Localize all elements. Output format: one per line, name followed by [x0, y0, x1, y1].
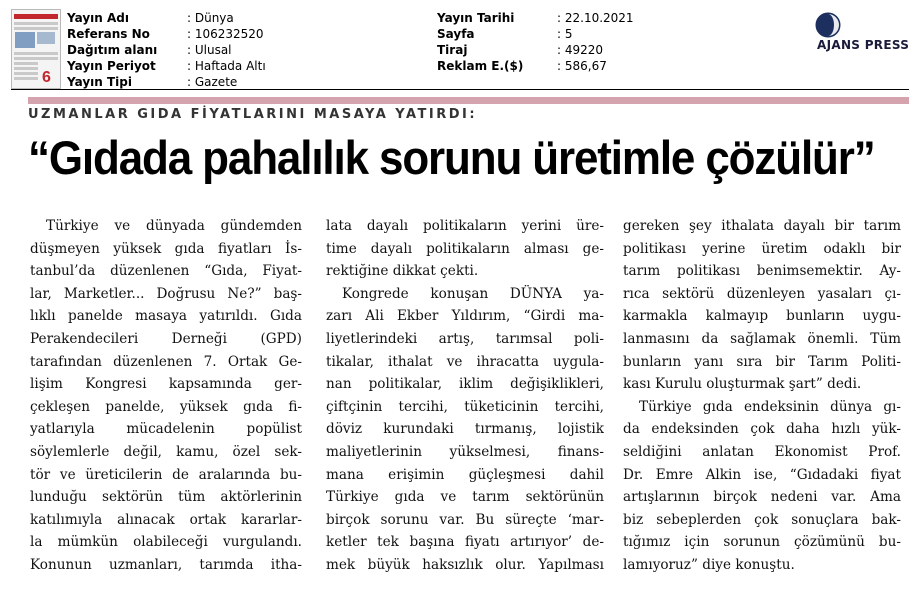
meta-value: : 5 [557, 27, 573, 41]
meta-value: : 49220 [557, 43, 604, 57]
meta-label: Yayın Tarihi [437, 11, 515, 25]
meta-label: Yayın Adı [67, 11, 129, 25]
text-line: katılımıyla alınacak ortak kararlar- [30, 511, 302, 528]
meta-label: Yayın Tipi [67, 75, 132, 89]
text-line: lıklı panelde masaya yatırıldı. Gıda [30, 308, 302, 325]
text-line: yatlarıyla mücadelenin popülist [30, 421, 302, 438]
text-line: tikalar, ithalat ve ihracatta uygula- [326, 353, 604, 370]
text-line: karmakla kalmayıp bunların uygu- [623, 308, 901, 325]
meta-label: Dağıtım alanı [67, 43, 158, 57]
text-line: söylemlerle değil, kamu, özel sek- [30, 443, 302, 460]
meta-row-ad-value [437, 58, 634, 74]
thumbnail-photo [37, 32, 55, 44]
meta-value: : Ulusal [187, 43, 232, 57]
meta-row-period [67, 58, 266, 74]
article-column-1 [30, 215, 302, 577]
thumbnail-page-number: 6 [42, 69, 51, 86]
text-line: mana erişimin güçleşmesi dahil [326, 466, 604, 483]
globe-icon [815, 12, 841, 38]
text-line: zarı Ali Ekber Yıldırım, “Girdi ma- [326, 308, 604, 325]
text-line: Türkiye ve dünyada gündemden [46, 218, 302, 234]
section-color-bar [28, 97, 909, 104]
text-line: bunların yanı sıra bir Tarım Politi- [623, 353, 901, 370]
text-line: Kongrede konuşan DÜNYA ya- [342, 285, 604, 302]
meta-row-date [437, 10, 634, 26]
text-line: artışlarının birçok nedeni var. Ama [623, 489, 901, 506]
text-line: Konunun uzmanları, tarımda itha- [30, 556, 302, 573]
thumbnail-line [14, 27, 58, 30]
article-column-2 [326, 215, 604, 577]
meta-value: : Gazete [187, 75, 238, 89]
text-line: birçok sorunu var. Bu süreçte ‘mar- [326, 511, 604, 528]
page-thumbnail[interactable] [11, 9, 61, 89]
text-line: düşmeyen yüksek gıda fiyatları İs- [30, 240, 302, 257]
text-line: kası Kurulu oluşturmak şart” dedi. [623, 376, 862, 393]
ajans-press-logo [815, 12, 909, 52]
publication-meta-left [67, 10, 266, 90]
text-line: çiftçinin tercihi, tüketicinin tercihi, [326, 398, 604, 415]
thumbnail-line [14, 57, 58, 60]
meta-label: Yayın Periyot [67, 59, 156, 73]
meta-value: : 106232520 [187, 27, 264, 41]
thumbnail-line [14, 22, 58, 25]
text-line: politikası yerine üretim odaklı bir [623, 240, 901, 257]
text-line: Perakendecileri Derneği (GPD) [30, 330, 302, 347]
text-line: ketler tek başına fiyatı artırıyor’ de- [326, 534, 604, 551]
text-line: time dayalı politikaların alması ge- [326, 240, 604, 257]
meta-label: Referans No [67, 27, 150, 41]
text-line: la mümkün olabileceği vurgulandı. [30, 534, 302, 551]
thumbnail-masthead [14, 14, 58, 19]
logo-text: AJANS PRESS [817, 38, 910, 52]
thumbnail-line [14, 67, 38, 70]
text-line: tığımız için sorunun çözümünü bu- [623, 534, 901, 551]
text-line: lata dayalı politikaların yerini üre- [326, 218, 604, 234]
thumbnail-photo [15, 32, 35, 48]
text-line: lunduğu sektörün tüm aktörlerinin [30, 489, 302, 506]
text-line: seldiğini anlatan Ekonomist Prof. [623, 443, 901, 460]
text-line: biz sebeplerden çok sonuçlara bak- [623, 511, 901, 528]
meta-row-type [67, 74, 266, 90]
text-line: da endeksinden çok daha hızlı yük- [623, 421, 901, 438]
header-divider [11, 89, 909, 90]
thumbnail-line [14, 52, 58, 55]
text-line: nan politikalar, iklim değişiklikleri, [326, 376, 604, 393]
meta-row-reference-no [67, 26, 266, 42]
thumbnail-line [14, 72, 38, 75]
text-line: Türkiye gıda ve tarım sektörünün [326, 489, 604, 506]
text-line: mek büyük haksızlık olur. Yapılması [326, 556, 604, 573]
text-line: çekleşen panelde, yüksek gıda fi- [30, 398, 302, 415]
text-line: tarım politikası benimsemektir. Ay- [623, 263, 901, 280]
text-line: Türkiye gıda endeksinin dünya gı- [639, 398, 901, 415]
meta-row-circulation [437, 42, 634, 58]
meta-row-publication-name [67, 10, 266, 26]
meta-value: : Dünya [187, 11, 234, 25]
article-kicker: UZMANLAR GIDA FİYATLARINI MASAYA YATIRDI: [28, 107, 478, 122]
text-line: tanbul’da düzenlenen “Gıda, Fiyat- [30, 263, 302, 280]
text-line: tarafından düzenlenen 7. Ortak Ge- [30, 353, 302, 370]
text-line: tör ve üreticilerin de aralarında bu- [30, 466, 302, 483]
text-line: lamıyoruz” diye konuştu. [623, 556, 795, 573]
text-line: Dr. Emre Alkin ise, “Gıdadaki fiyat [623, 466, 901, 483]
meta-value: : 22.10.2021 [557, 11, 634, 25]
text-line: lar, Marketler... Doğrusu Ne?” baş- [30, 285, 302, 302]
text-line: gereken şey ithalata dayalı bir tarım [623, 218, 901, 234]
publication-meta-right [437, 10, 634, 74]
meta-label: Tiraj [437, 43, 468, 57]
thumbnail-line [14, 62, 38, 65]
meta-label: Sayfa [437, 27, 475, 41]
text-line: lanmasını da sağlamak önemli. Tüm [623, 330, 901, 347]
meta-value: : Haftada Altı [187, 59, 266, 73]
article-headline: “Gıdada pahalılık sorunu üretimle çözülür” [28, 131, 875, 184]
text-line: rektiğine dikkat çekti. [326, 263, 479, 280]
text-line: maliyetlerinin yükselmesi, finans- [326, 443, 604, 460]
text-line: lişim Kongresi kapsamında ger- [30, 376, 302, 393]
thumbnail-line [14, 77, 38, 80]
text-line: liyetlerindeki artış, tarımsal poli- [326, 330, 604, 347]
text-line: rıca sektörü düzenleyen yasaları çı- [623, 285, 901, 302]
meta-row-distribution [67, 42, 266, 58]
meta-row-page [437, 26, 634, 42]
article-column-3 [623, 215, 901, 577]
meta-value: : 586,67 [557, 59, 607, 73]
text-line: döviz kurundaki tırmanış, lojistik [326, 421, 604, 438]
meta-label: Reklam E.($) [437, 59, 524, 73]
